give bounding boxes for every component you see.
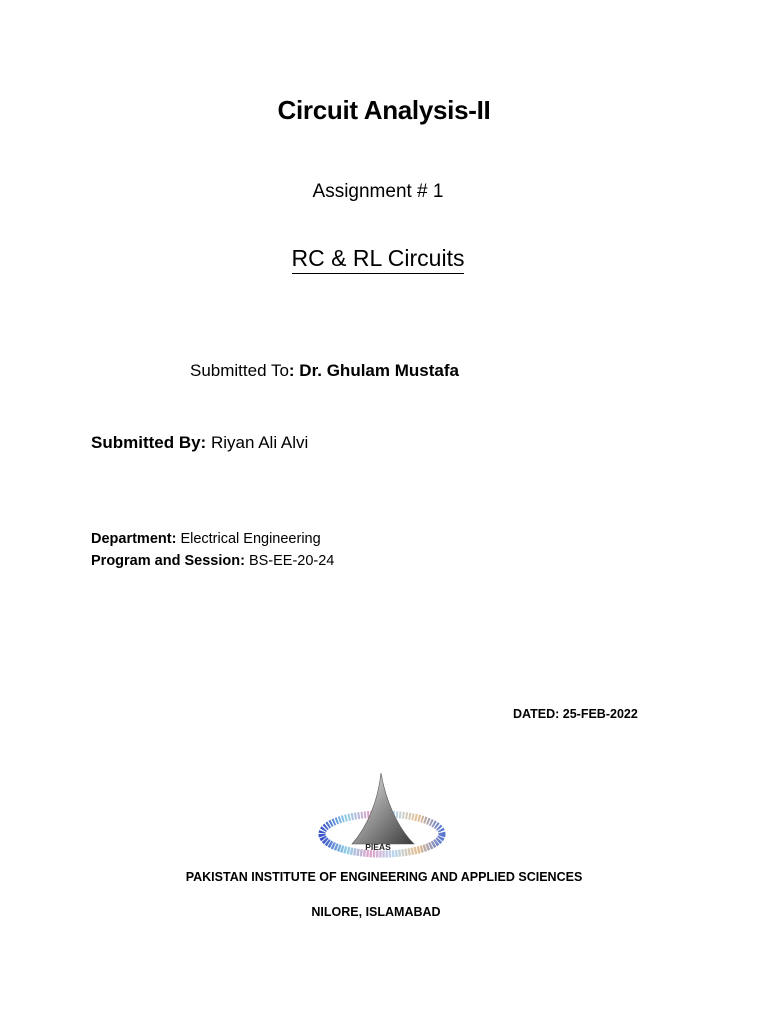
program-value: BS-EE-20-24 [248, 553, 335, 569]
institute-name: PAKISTAN INSTITUTE OF ENGINEERING AND APPLIED SCIENCES [185, 870, 583, 884]
logo-text: PIEAS [365, 842, 391, 852]
pieas-logo-graphic [316, 770, 450, 866]
submitted-by-line [91, 433, 308, 453]
submitted-to-label: Submitted To [190, 361, 289, 380]
submitted-to-line [190, 361, 459, 381]
department-label: Department: [91, 531, 177, 547]
institute-location: NILORE, ISLAMABAD [311, 905, 441, 919]
document-title: Circuit Analysis-II [277, 95, 491, 125]
program-line [91, 553, 334, 569]
pieas-logo [316, 770, 450, 866]
department-value: Electrical Engineering [180, 531, 321, 547]
submitted-to-name: : Dr. Ghulam Mustafa [288, 361, 459, 380]
department-line [91, 531, 321, 547]
submitted-by-name: Riyan Ali Alvi [210, 433, 309, 452]
assignment-number: Assignment # 1 [312, 181, 444, 202]
submitted-by-label: Submitted By: [91, 433, 207, 452]
date-line: DATED: 25-FEB-2022 [513, 707, 638, 721]
subject-title: RC & RL Circuits [292, 244, 465, 274]
subject-container [0, 244, 756, 274]
program-label: Program and Session: [91, 553, 245, 569]
